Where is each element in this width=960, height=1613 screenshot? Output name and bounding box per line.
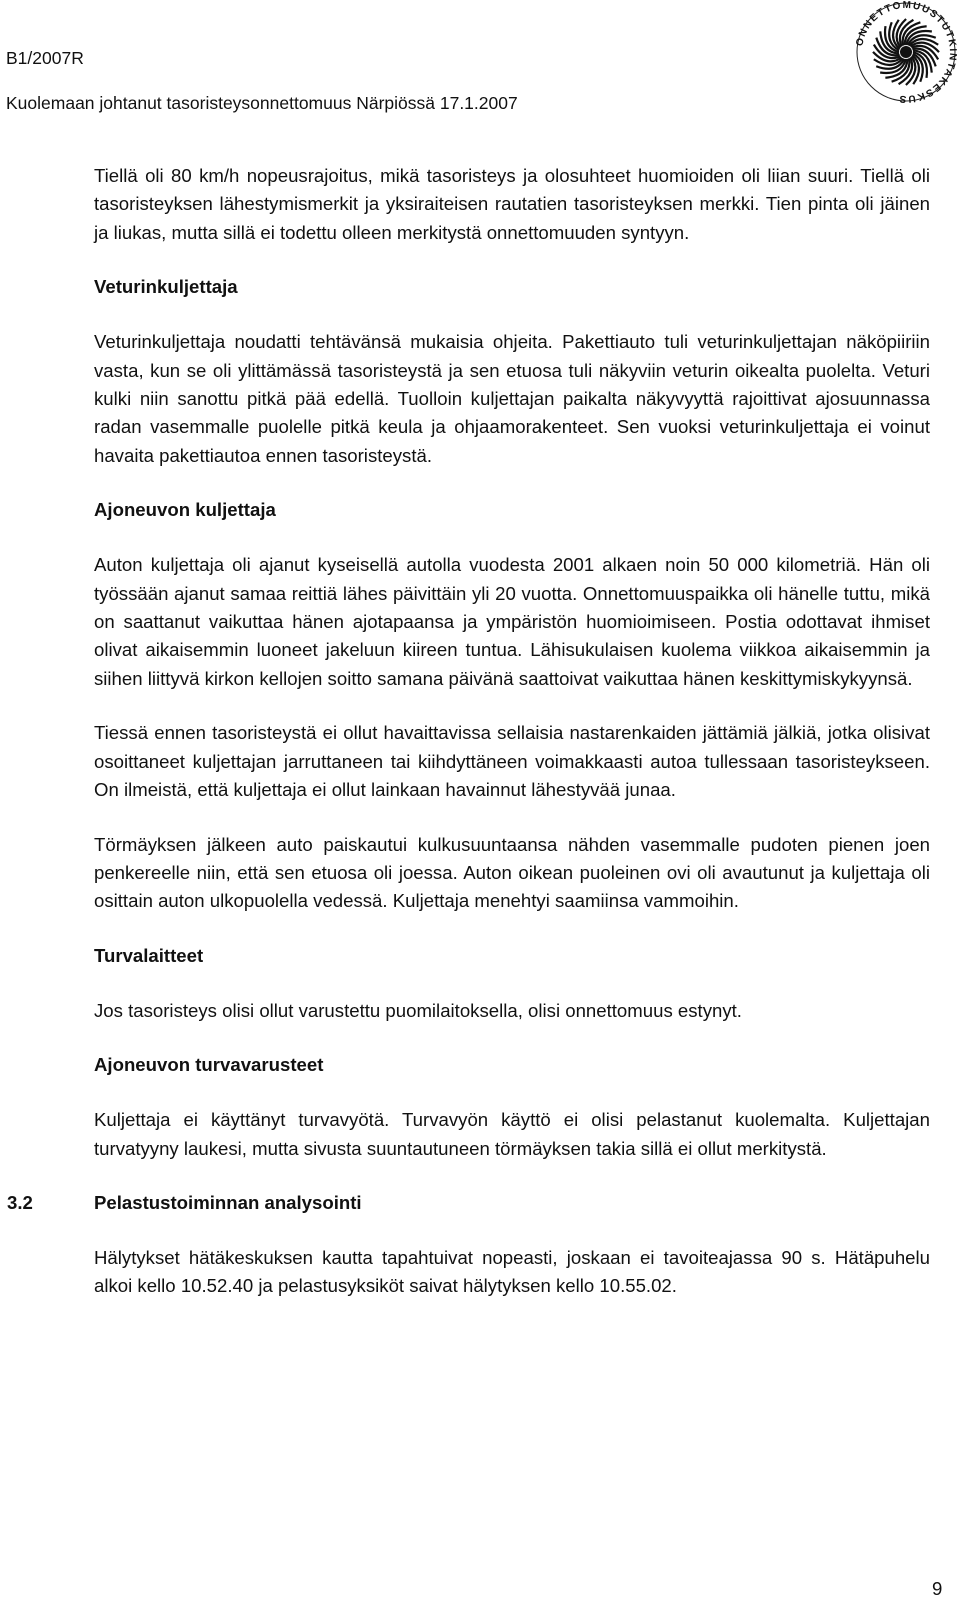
report-code: B1/2007R	[6, 48, 84, 68]
section-title: Pelastustoiminnan analysointi	[94, 1191, 362, 1213]
spiral-seal-icon	[854, 0, 958, 104]
page-content	[7, 162, 930, 1327]
section-heading: Veturinkuljettaja	[94, 276, 238, 298]
paragraph: Tiessä ennen tasoristeystä ei ollut havaittavissa sellaisia nastarenkaiden jättämiä jälkiä, jotka olisivat osoittaneet kuljettajan jarruttaneen tai kiihdyttäneen voimakkaasti autoa tullessaan tasoristeykseen. On ilmeistä, että kuljettaja ei ollut lainkaan havainnut lähestyvää junaa.	[94, 722, 930, 801]
paragraph: Hälytykset hätäkeskuksen kautta tapahtuivat nopeasti, joskaan ei tavoiteajassa 90 s. Hätäpuhelu alkoi kello 10.52.40 ja pelastusyksiköt saivat hälytyksen kello 10.55.02.	[94, 1246, 930, 1297]
page-number: 9	[932, 1578, 943, 1599]
section-heading: Ajoneuvon turvavarusteet	[94, 1054, 324, 1076]
paragraph: Auton kuljettaja oli ajanut kyseisellä autolla vuodesta 2001 alkaen noin 50 000 kilometriä. Hän oli työssään ajanut samaa reittiä lähes päivittäin yli 20 vuotta. Onnettomuuspaikka oli hänelle tuttu, mikä on saattanut vaikuttaa hänen ajotapaansa ja ympäristön huomioimiseen. Postia odottavat ihmiset olivat aikaisemmin luoneet jakeluun kiireen tuntua. Lähisukulaisen kuolema viikkoa aikaisemmin ja siihen liittyvä kirkon kellojen soitto samana päivänä saattoivat vaikuttaa hänen keskittymiskykyynsä.	[94, 554, 930, 689]
paragraph: Kuljettaja ei käyttänyt turvavyötä. Turvavyön käyttö ei olisi pelastanut kuolemalta. Kuljettajan turvatyyny laukesi, mutta sivusta suuntautuneen törmäyksen takia sillä ei ollut merkitystä.	[94, 1109, 930, 1159]
section-heading: Turvalaitteet	[94, 944, 204, 966]
report-title: Kuolemaan johtanut tasoristeysonnettomuus Närpiössä 17.1.2007	[6, 93, 518, 113]
paragraph: Jos tasoristeys olisi ollut varustettu puomilaitoksella, olisi onnettomuus estynyt.	[94, 999, 742, 1021]
logo-text: ONNETTOMUUSTUTKINTAKESKUS	[854, 0, 958, 104]
paragraph: Tiellä oli 80 km/h nopeusrajoitus, mikä tasoristeys ja olosuhteet huomioiden oli liian suuri. Tiellä oli tasoristeyksen lähestymismerkit ja yksiraiteisen rautatien tasoristeyksen merkki. Tien pinta oli jäinen ja liukas, mutta sillä ei todettu olleen merkitystä onnettomuuden syntyyn.	[94, 165, 930, 243]
paragraph: Veturinkuljettaja noudatti tehtävänsä mukaisia ohjeita. Pakettiauto tuli veturinkuljettajan näköpiiriin vasta, kun se oli ylittämässä tasoristeystä ja sen etuosa tuli näkyviin veturin oikealta puolelta. Veturi kulki niin sanottu pitkä pää edellä. Tuolloin kuljettajan paikalta näkyvyyttä rajoittivat ajosuunnassa radan vasemmalle puolelle pitkä keula ja ohjaamorakenteet. Sen vuoksi veturinkuljettaja ei voinut havaita pakettiautoa ennen tasoristeystä.	[94, 331, 930, 466]
numbered-section-heading	[7, 1189, 930, 1217]
section-heading: Ajoneuvon kuljettaja	[94, 499, 276, 521]
section-number: 3.2	[7, 1191, 33, 1213]
paragraph: Törmäyksen jälkeen auto paiskautui kulkusuuntaansa nähden vasemmalle pudoten pienen joen penkereelle niin, että sen etuosa oli joessa. Auton oikean puoleinen ovi oli avautunut ja kuljettaja oli osittain auton ulkopuolella vedessä. Kuljettaja menehtyi saamiinsa vammoihin.	[94, 833, 930, 912]
